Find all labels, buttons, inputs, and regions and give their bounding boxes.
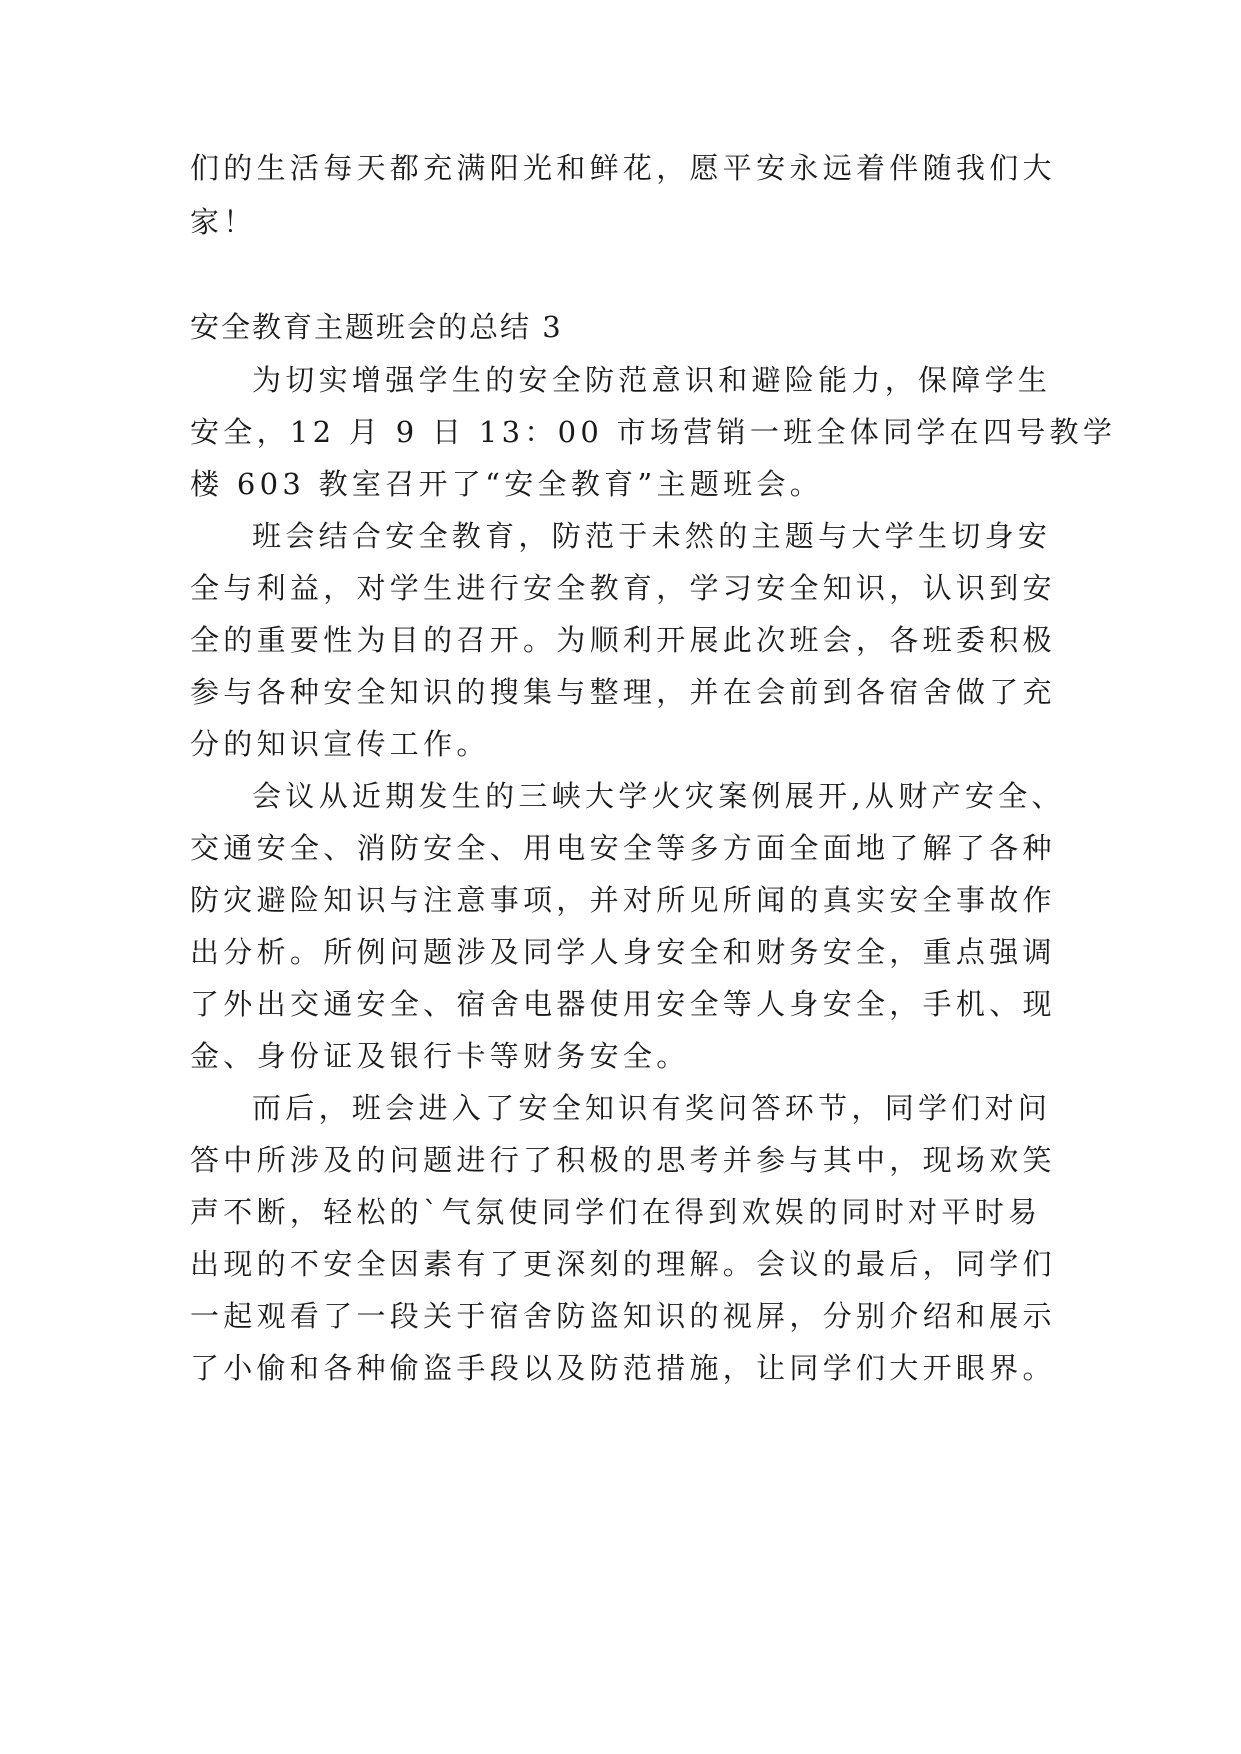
paragraph-4-line-3: 声不断，轻松的`气氛使同学们在得到欢娱的同时对平时易 <box>190 1195 1042 1229</box>
paragraph-3-line-1: 会议从近期发生的三峡大学火灾案例展开,从财产安全、 <box>252 779 1065 813</box>
paragraph-3-line-5: 了外出交通安全、宿舍电器使用安全等人身安全，手机、现 <box>190 987 1056 1021</box>
paragraph-4-line-6: 了小偷和各种偷盗手段以及防范措施，让同学们大开眼界。 <box>190 1351 1056 1385</box>
paragraph-4-line-5: 一起观看了一段关于宿舍防盗知识的视屏，分别介绍和展示 <box>190 1299 1056 1333</box>
paragraph-4-line-1: 而后，班会进入了安全知识有奖问答环节，同学们对问 <box>252 1091 1052 1125</box>
paragraph-2-line-1: 班会结合安全教育，防范于未然的主题与大学生切身安 <box>252 519 1052 553</box>
paragraph-3-line-4: 出分析。所例问题涉及同学人身安全和财务安全，重点强调 <box>190 935 1056 969</box>
paragraph-1-line-1: 为切实增强学生的安全防范意识和避险能力，保障学生 <box>252 363 1052 397</box>
paragraph-1-line-3: 楼 603 教室召开了“安全教育”主题班会。 <box>190 467 824 501</box>
paragraph-2-line-3: 全的重要性为目的召开。为顺利开展此次班会，各班委积极 <box>190 623 1056 657</box>
paragraph-2-line-4: 参与各种安全知识的搜集与整理，并在会前到各宿舍做了充 <box>190 675 1056 709</box>
paragraph-3-line-2: 交通安全、消防安全、用电安全等多方面全面地了解了各种 <box>190 831 1056 865</box>
intro-line-1: 们的生活每天都充满阳光和鲜花，愿平安永远着伴随我们大 <box>190 151 1056 185</box>
paragraph-1-line-2: 安全，12 月 9 日 13：00 市场营销一班全体同学在四号教学 <box>190 415 1117 449</box>
paragraph-2-line-5: 分的知识宣传工作。 <box>190 727 490 761</box>
paragraph-2-line-2: 全与利益，对学生进行安全教育，学习安全知识，认识到安 <box>190 571 1056 605</box>
intro-line-2: 家！ <box>190 205 257 239</box>
paragraph-3-line-3: 防灾避险知识与注意事项，并对所见所闻的真实安全事故作 <box>190 883 1056 917</box>
section-heading: 安全教育主题班会的总结 3 <box>190 310 563 344</box>
paragraph-4-line-4: 出现的不安全因素有了更深刻的理解。会议的最后，同学们 <box>190 1247 1056 1281</box>
paragraph-3-line-6: 金、身份证及银行卡等财务安全。 <box>190 1039 690 1073</box>
paragraph-4-line-2: 答中所涉及的问题进行了积极的思考并参与其中，现场欢笑 <box>190 1143 1056 1177</box>
